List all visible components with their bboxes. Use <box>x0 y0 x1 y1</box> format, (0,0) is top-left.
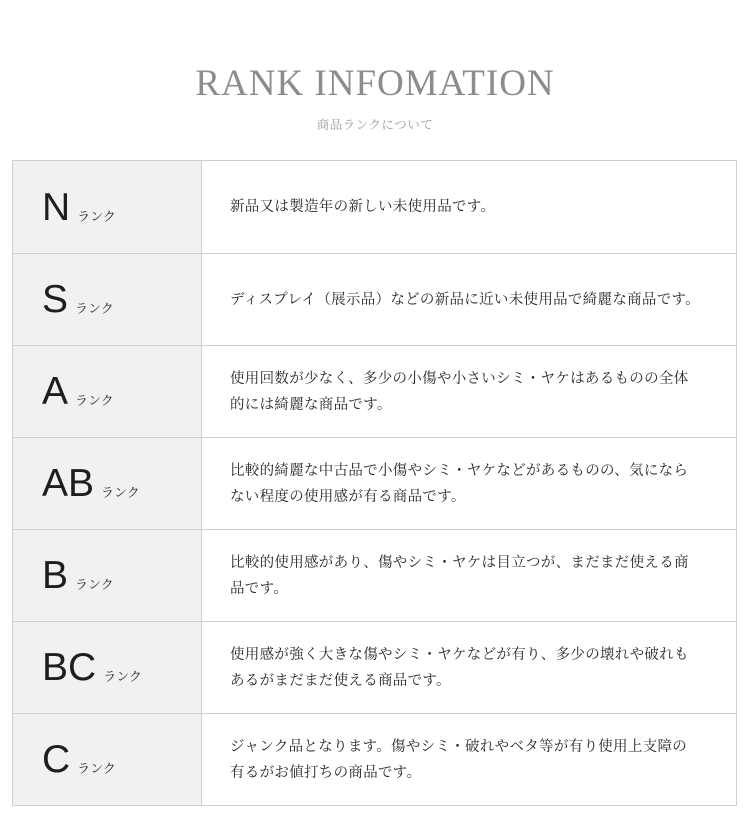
rank-suffix: ランク <box>103 670 142 685</box>
rank-description-cell <box>202 438 736 529</box>
rank-description-cell <box>202 622 736 713</box>
rank-description: 新品又は製造年の新しい未使用品です。 <box>230 199 496 215</box>
rank-description-cell <box>202 714 736 805</box>
rank-row-s <box>13 253 736 345</box>
page-title: RANK INFOMATION <box>195 63 555 104</box>
rank-description-cell <box>202 161 736 253</box>
rank-letter: BC <box>42 646 97 689</box>
rank-letter: S <box>42 278 69 321</box>
rank-description-cell <box>202 254 736 345</box>
rank-row-n <box>13 161 736 253</box>
rank-description: 比較的使用感があり、傷やシミ・ヤケは目立つが、まだまだ使える商品です。 <box>230 554 689 597</box>
rank-suffix: ランク <box>75 394 114 409</box>
rank-suffix: ランク <box>75 302 114 317</box>
rank-suffix: ランク <box>101 486 140 501</box>
rank-letter: B <box>42 554 69 597</box>
page-subtitle: 商品ランクについて <box>316 117 434 132</box>
rank-description-cell <box>202 346 736 437</box>
rank-description: 使用回数が少なく、多少の小傷や小さいシミ・ヤケはあるものの全体的には綺麗な商品です。 <box>230 370 689 413</box>
rank-row-a <box>13 345 736 437</box>
rank-label-cell <box>13 714 202 805</box>
rank-label-cell <box>13 438 202 529</box>
rank-row-bc <box>13 621 736 713</box>
rank-letter: AB <box>42 462 95 505</box>
rank-label-cell <box>13 622 202 713</box>
rank-suffix: ランク <box>77 209 116 225</box>
rank-label-cell <box>13 161 202 253</box>
rank-table <box>12 160 737 806</box>
rank-suffix: ランク <box>75 578 114 593</box>
rank-description: 比較的綺麗な中古品で小傷やシミ・ヤケなどがあるものの、気にならない程度の使用感が有る商品です。 <box>230 462 689 505</box>
rank-label-cell <box>13 346 202 437</box>
rank-description-cell <box>202 530 736 621</box>
rank-row-ab <box>13 437 736 529</box>
rank-letter: A <box>42 370 69 413</box>
rank-row-c <box>13 713 736 805</box>
rank-description: ディスプレイ（展示品）などの新品に近い未使用品で綺麗な商品です。 <box>230 291 700 308</box>
rank-label-cell <box>13 530 202 621</box>
rank-suffix: ランク <box>77 762 116 777</box>
rank-description: ジャンク品となります。傷やシミ・破れやベタ等が有り使用上支障の有るがお値打ちの商品です。 <box>230 738 688 781</box>
rank-row-b <box>13 529 736 621</box>
rank-description: 使用感が強く大きな傷やシミ・ヤケなどが有り、多少の壊れや破れもあるがまだまだ使える商品です。 <box>230 646 689 689</box>
rank-letter: N <box>42 185 71 229</box>
rank-label-cell <box>13 254 202 345</box>
rank-letter: C <box>42 738 71 781</box>
